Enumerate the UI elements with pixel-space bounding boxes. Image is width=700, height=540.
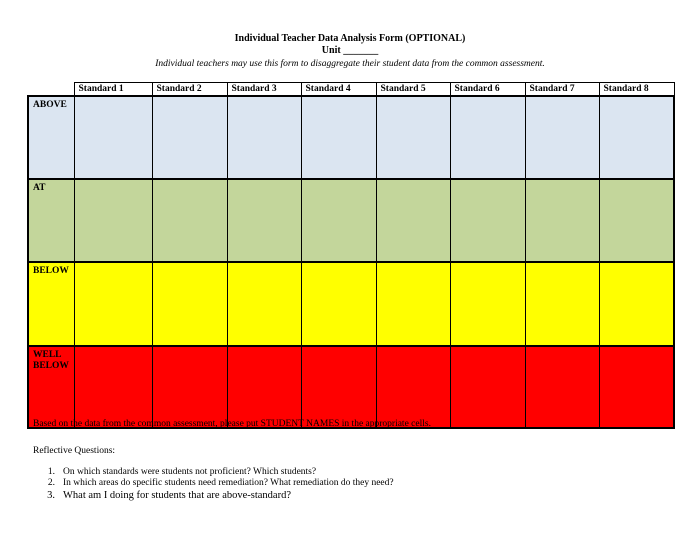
cell-at-standard-1[interactable] (74, 179, 152, 262)
question-item (33, 478, 394, 489)
cell-below-standard-6[interactable] (450, 262, 525, 346)
col-header-standard-6: Standard 6 (450, 83, 525, 97)
cell-well-below-standard-4[interactable] (301, 346, 376, 428)
cell-well-below-standard-1[interactable] (74, 346, 152, 428)
col-header-standard-4: Standard 4 (301, 83, 376, 97)
reflective-heading: Reflective Questions: (33, 446, 116, 456)
row-label-below: BELOW (28, 262, 74, 346)
row-label-above: ABOVE (28, 96, 74, 179)
cell-below-standard-2[interactable] (152, 262, 227, 346)
cell-below-standard-3[interactable] (227, 262, 301, 346)
cell-at-standard-3[interactable] (227, 179, 301, 262)
instruction-note: Based on the data from the common assessment, please put STUDENT NAMES in the appropriate cells. (33, 419, 431, 429)
cell-below-standard-8[interactable] (599, 262, 674, 346)
form-subtitle: Individual teachers may use this form to disaggregate their student data from the common assessment. (155, 59, 545, 69)
corner-cell (28, 83, 74, 97)
cell-below-standard-5[interactable] (376, 262, 450, 346)
cell-above-standard-5[interactable] (376, 96, 450, 179)
cell-well-below-standard-2[interactable] (152, 346, 227, 428)
row-label-well-below-line1: WELL (33, 350, 62, 360)
cell-well-below-standard-6[interactable] (450, 346, 525, 428)
question-number: 3. (47, 490, 55, 501)
row-label-well-below-line2: BELOW (33, 361, 69, 371)
cell-at-standard-4[interactable] (301, 179, 376, 262)
cell-at-standard-2[interactable] (152, 179, 227, 262)
cell-below-standard-1[interactable] (74, 262, 152, 346)
question-text: On which standards were students not proficient? Which students? (63, 467, 317, 477)
col-header-standard-3: Standard 3 (227, 83, 301, 97)
cell-above-standard-4[interactable] (301, 96, 376, 179)
cell-above-standard-2[interactable] (152, 96, 227, 179)
cell-well-below-standard-7[interactable] (525, 346, 599, 428)
cell-at-standard-7[interactable] (525, 179, 599, 262)
cell-above-standard-8[interactable] (599, 96, 674, 179)
row-label-at: AT (28, 179, 74, 262)
cell-at-standard-8[interactable] (599, 179, 674, 262)
row-below (28, 262, 674, 346)
col-header-standard-2: Standard 2 (152, 83, 227, 97)
form-title: Individual Teacher Data Analysis Form (OPTIONAL) (234, 33, 466, 44)
cell-above-standard-3[interactable] (227, 96, 301, 179)
row-above (28, 96, 674, 179)
cell-at-standard-5[interactable] (376, 179, 450, 262)
col-header-standard-7: Standard 7 (525, 83, 599, 97)
data-analysis-table (27, 82, 675, 429)
unit-line: Unit _______ (321, 45, 379, 56)
col-header-standard-5: Standard 5 (376, 83, 450, 97)
cell-below-standard-4[interactable] (301, 262, 376, 346)
question-item (33, 489, 394, 502)
cell-well-below-standard-5[interactable] (376, 346, 450, 428)
row-well-below (28, 346, 674, 428)
reflective-questions-list (33, 467, 394, 502)
cell-above-standard-7[interactable] (525, 96, 599, 179)
cell-well-below-standard-8[interactable] (599, 346, 674, 428)
col-header-standard-8: Standard 8 (599, 83, 674, 97)
question-text: In which areas do specific students need remediation? What remediation do they need? (63, 478, 394, 488)
question-item (33, 467, 394, 478)
form-header (0, 33, 700, 71)
cell-below-standard-7[interactable] (525, 262, 599, 346)
question-text: What am I doing for students that are above-standard? (63, 490, 292, 501)
row-at (28, 179, 674, 262)
row-label-well-below (28, 346, 74, 428)
question-number: 1. (47, 467, 55, 477)
cell-above-standard-6[interactable] (450, 96, 525, 179)
header-row (28, 83, 674, 97)
cell-above-standard-1[interactable] (74, 96, 152, 179)
cell-well-below-standard-3[interactable] (227, 346, 301, 428)
question-number: 2. (47, 478, 55, 488)
cell-at-standard-6[interactable] (450, 179, 525, 262)
col-header-standard-1: Standard 1 (74, 83, 152, 97)
